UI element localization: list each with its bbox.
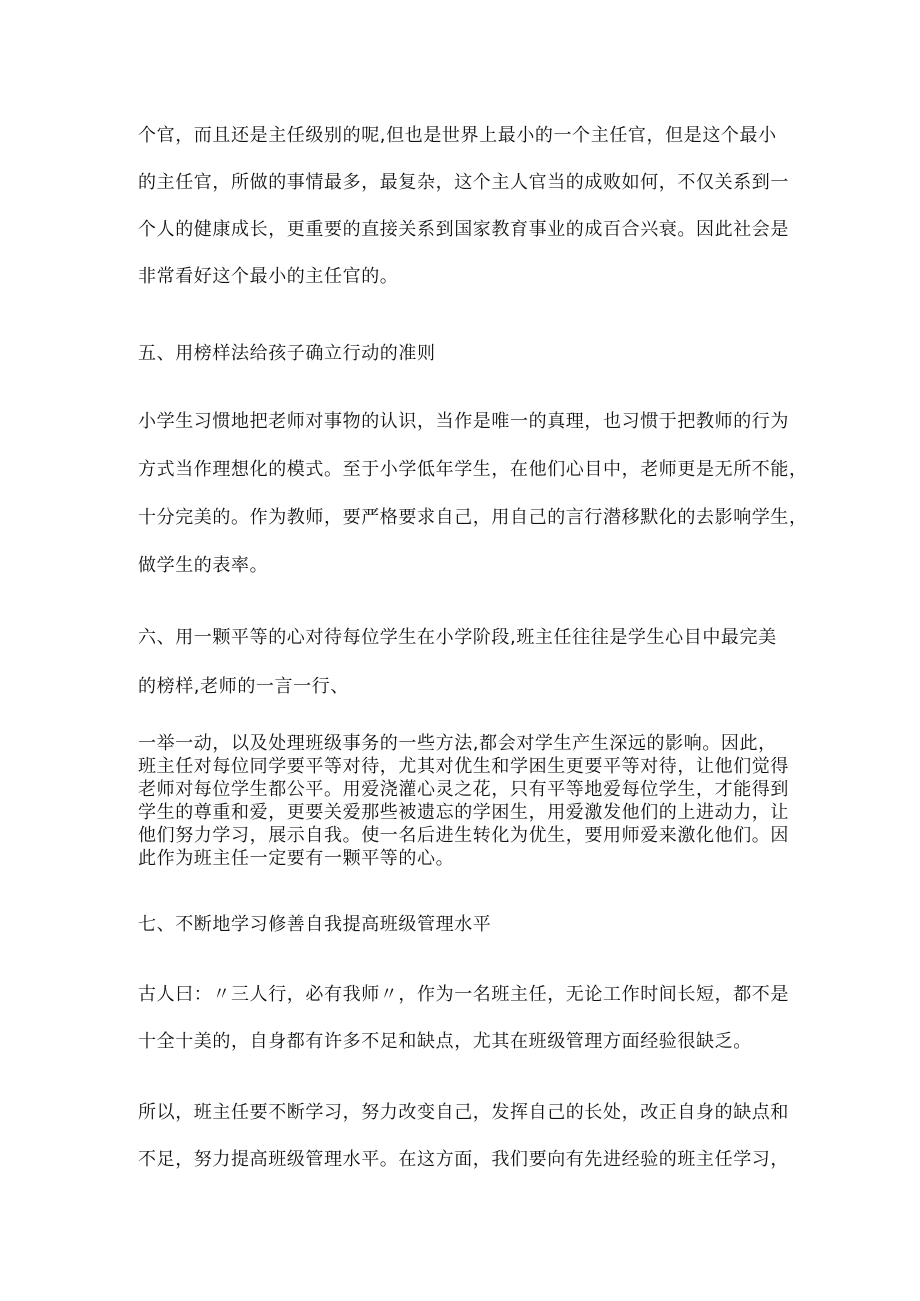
section-heading: 七、不断地学习修善自我提高班级管理水平 [138,914,492,935]
paragraph-line: 古人曰：〃三人行，必有我师〃，作为一名班主任，无论工作时间长短，都不是 [138,984,789,1005]
paragraph-line: 所以，班主任要不断学习，努力改变自己，发挥自己的长处，改正自身的缺点和 [138,1102,789,1123]
paragraph-line: 小学生习惯地把老师对事物的认识，当作是唯一的真理，也习惯于把教师的行为 [138,411,789,432]
paragraph-line: 不足，努力提高班级管理水平。在这方面，我们要向有先进经验的班主任学习， [138,1149,789,1170]
paragraph-line: 个人的健康成长，更重要的直接关系到国家教育事业的成百合兴衰。因此社会是 [138,219,789,240]
paragraph-line: 个官，而且还是主任级别的呢,但也是世界上最小的一个主任官，但是这个最小 [138,125,777,146]
paragraph-line: 他们努力学习，展示自我。使一名后进生转化为优生，要用师爱来激化他们。因 [138,825,789,846]
section-heading: 五、用榜样法给孩子确立行动的准则 [138,343,436,364]
paragraph-line: 此作为班主任一定要有一颗平等的心。 [138,848,455,869]
section-heading: 六、用一颗平等的心对待每位学生在小学阶段,班主任往往是学生心目中最完美 [138,627,777,648]
paragraph-line: 的榜样,老师的一言一行、 [138,676,349,697]
paragraph-line: 学生的尊重和爱，更要关爱那些被遗忘的学困生，用爱激发他们的上进动力，让 [138,802,789,823]
paragraph-line: 十全十美的，自身都有许多不足和缺点，尤其在班级管理方面经验很缺乏。 [138,1031,752,1052]
paragraph-line: 班主任对每位同学要平等对待，尤其对优生和学困生更要平等对待，让他们觉得 [138,756,789,777]
paragraph-line: 方式当作理想化的模式。至于小学低年学生，在他们心目中，老师更是无所不能， [138,459,808,480]
paragraph-line: 做学生的表率。 [138,555,269,576]
paragraph-line: 非常看好这个最小的主任官的。 [138,266,399,287]
paragraph-line: 的主任官，所做的事情最多，最复杂，这个主人官当的成败如何，不仅关系到一 [138,172,789,193]
paragraph-line: 十分完美的。作为教师，要严格要求自己，用自己的言行潜移默化的去影响学生， [138,507,808,528]
paragraph-line: 一举一动，以及处理班级事务的一些方法,都会对学生产生深远的影响。因此， [138,733,777,754]
paragraph-line: 老师对每位学生都公平。用爱浇灌心灵之花，只有平等地爱每位学生，才能得到 [138,779,789,800]
